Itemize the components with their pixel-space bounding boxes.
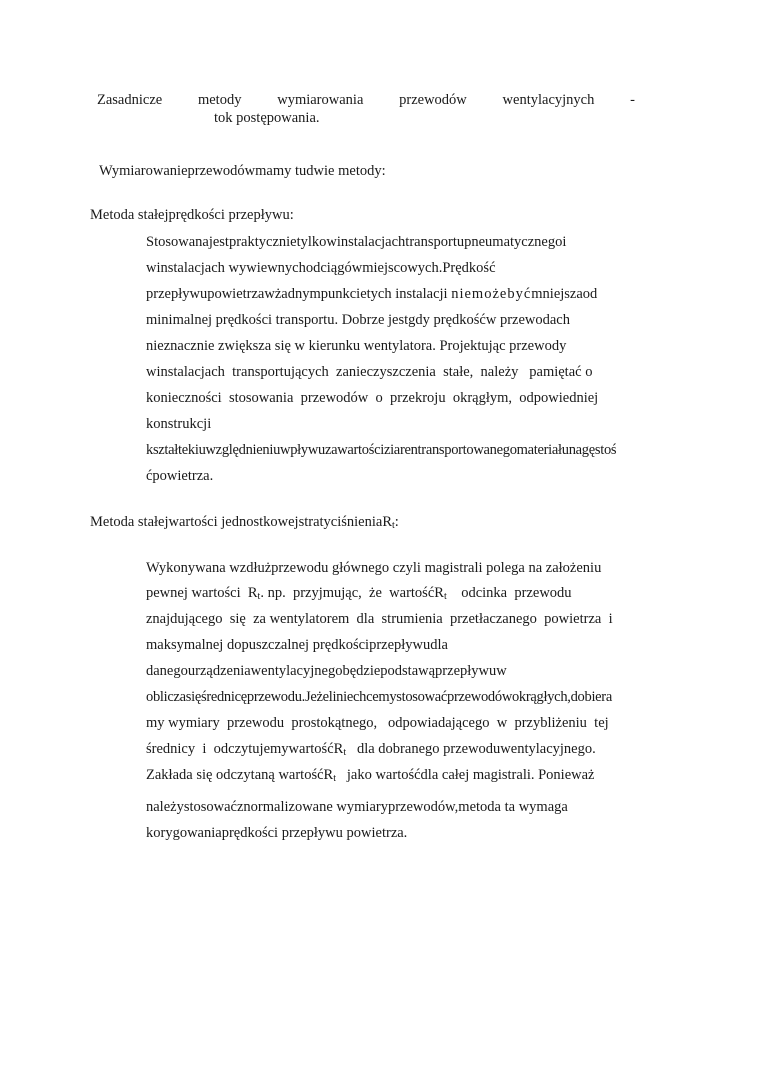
section2-heading-end: : [394,514,399,530]
subscript: t [333,773,336,784]
section1-line: kształtekiuwzględnieniuwpływuzawartościziarentransportowanegomateriałunagęstoś [146,442,617,458]
section2-line [146,584,572,606]
title-word: przewodów [399,92,467,108]
title-line-1 [97,91,635,109]
section1-line [146,285,597,303]
section1-line: konstrukcji [146,416,212,432]
section2-line-part: odcinka przewodu [446,585,572,601]
section2-line: należystosowaćznormalizowane wymiaryprzewodów,metoda ta wymaga [146,799,568,815]
section2-line [146,740,596,762]
section1-line-part: mniejszaod [531,286,598,302]
title-line-2: tok postępowania. [214,110,320,126]
section2-heading-text: Metoda stałejwartości jednostkowejstratyciśnieniaR [90,514,393,530]
intro-text: Wymiarowanieprzewodówmamy tudwie metody: [99,163,386,179]
title-word: - [630,92,635,108]
section1-line: winstalacjach transportujących zanieczyszczenia stałe, należy pamiętać o [146,364,593,380]
subscript: t [257,591,261,602]
section2-line-part: pewnej wartości R [146,585,258,601]
subscript: t [392,520,395,531]
section2-line: danegourządzeniawentylacyjnegobędziepodstawąprzepływuw [146,663,507,679]
section1-line: minimalnej prędkości transportu. Dobrze jestgdy prędkośćw przewodach [146,312,570,328]
section2-line-part: jako wartośćdla całej magistrali. Ponieważ [336,767,595,783]
title-word: Zasadnicze [97,92,163,108]
section1-line: konieczności stosowania przewodów o przekroju okrągłym, odpowiedniej [146,390,599,406]
section1-line-part: niemożebyć [451,286,532,302]
section2-line-part: . np. przyjmując, że wartośćR [260,585,444,601]
section1-line: winstalacjach wywiewnychodciągówmiejscowych.Prędkość [146,260,496,276]
title-word: wymiarowania [277,92,364,108]
section2-line-part: średnicy i odczytujemywartośćR [146,741,344,757]
section2-line-part: dla dobranego przewoduwentylacyjnego. [346,741,596,757]
section1-line: Stosowanajestpraktycznietylkowinstalacjachtransportupneumatycznegoi [146,234,567,250]
section2-line: my wymiary przewodu prostokątnego, odpowiadającego w przybliżeniu tej [146,715,609,731]
subscript: t [343,747,347,758]
section2-line: Wykonywana wzdłużprzewodu głównego czyli magistrali polega na założeniu [146,560,602,576]
section1-line: ćpowietrza. [146,468,214,484]
section2-line: korygowaniaprędkości przepływu powietrza. [146,825,408,841]
section1-line-part: przepływupowietrzawżadnympunkcietych instalacji [146,286,448,302]
section2-heading [90,513,399,535]
section2-line: znajdującego się za wentylatorem dla strumienia przetłaczanego powietrza i [146,611,613,627]
title-word: metody [197,92,242,108]
title-word: wentylacyjnych [502,92,595,108]
subscript: t [443,591,447,602]
section1-line: nieznacznie zwiększa się w kierunku wentylatora. Projektując przewody [146,338,567,354]
section2-line-part: Zakłada się odczytaną wartośćR [146,767,334,783]
section2-line: obliczasięśrednicęprzewodu.Jeżeliniechcemystosowaćprzewodówokrągłych,dobiera [146,689,612,705]
section1-heading: Metoda stałejprędkości przepływu: [90,207,294,223]
section2-line: maksymalnej dopuszczalnej prędkościprzepływudla [146,637,448,653]
section2-line [146,766,595,788]
